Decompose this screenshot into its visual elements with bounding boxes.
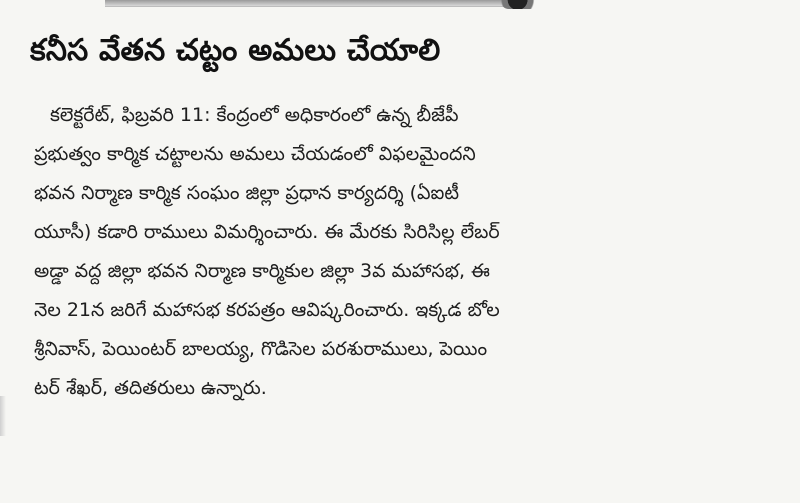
article-line: టర్ శేఖర్, తదితరులు ఉన్నారు. [34,377,267,399]
article-line: శ్రీనివాస్, పెయింటర్ బాలయ్య, గొడిసెల పరశురాములు, పెయిం [34,338,488,360]
article-line: నెల 21న జరిగే మహాసభ కరపత్రం ఆవిష్కరించారు. ఇక్కడ బోల [34,299,500,321]
article-body [34,96,696,436]
article-line: యూసీ) కడారి రాములు విమర్శించారు. ఈ మేరకు సిరిసిల్ల లేబర్ [34,221,500,243]
article-line: ప్రభుత్వం కార్మిక చట్టాలను అమలు చేయడంలో విఫలమైందని [34,143,476,165]
ink-blot-decoration [500,0,544,9]
top-border-rule [105,0,505,7]
article-line: భవన నిర్మాణ కార్మిక సంఘం జిల్లా ప్రధాన కార్యదర్శి (ఏఐటీ [34,182,460,204]
article-line: కలెక్టరేట్, ఫిబ్రవరి 11: కేంద్రంలో అధికారంలో ఉన్న బీజేపీ [50,104,459,126]
article-line: అడ్డా వద్ద జిల్లా భవన నిర్మాణ కార్మికుల జిల్లా 3వ మహాసభ, ఈ [34,260,490,282]
article-headline: కనీస వేతన చట్టం అమలు చేయాలి [30,33,441,68]
scan-edge-smudge [0,396,6,436]
